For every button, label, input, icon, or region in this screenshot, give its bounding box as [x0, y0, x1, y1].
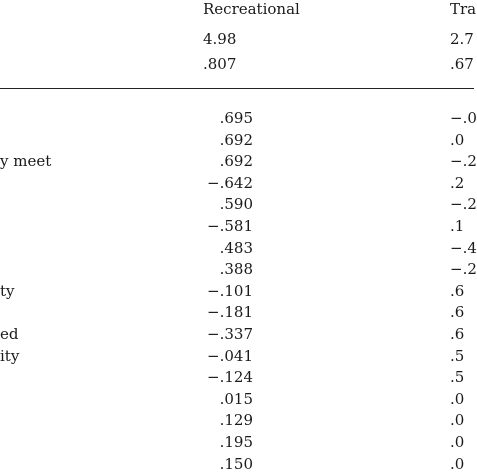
- cell-recreational: .150: [219, 455, 253, 473]
- cell-tra: .5: [450, 347, 465, 365]
- summary-row-1-tra: 2.7: [450, 30, 474, 48]
- cell-recreational: .692: [219, 152, 253, 170]
- cell-tra: −.0: [450, 109, 477, 127]
- cell-recreational: −.124: [207, 368, 253, 386]
- cell-recreational: .692: [219, 131, 253, 149]
- row-label: ty: [0, 282, 15, 300]
- cell-recreational: −.581: [207, 217, 253, 235]
- cell-recreational: .695: [219, 109, 253, 127]
- summary-row-1-recreational: 4.98: [203, 30, 237, 48]
- cell-tra: −.4: [450, 239, 477, 257]
- cell-tra: −.2: [450, 152, 477, 170]
- cell-tra: .5: [450, 368, 465, 386]
- cell-tra: .0: [450, 455, 465, 473]
- cell-recreational: −.041: [207, 347, 253, 365]
- cell-tra: .0: [450, 433, 465, 451]
- cell-tra: .0: [450, 411, 465, 429]
- cell-tra: −.2: [450, 195, 477, 213]
- cell-tra: .1: [450, 217, 465, 235]
- cell-tra: −.2: [450, 260, 477, 278]
- cell-tra: .6: [450, 282, 465, 300]
- row-label: ity: [0, 347, 20, 365]
- cell-recreational: .388: [219, 260, 253, 278]
- column-header-recreational: Recreational: [203, 0, 300, 18]
- cell-recreational: −.181: [207, 303, 253, 321]
- table-rule: [0, 88, 474, 89]
- summary-row-2-recreational: .807: [203, 55, 237, 73]
- cell-recreational: .129: [219, 411, 253, 429]
- cell-recreational: −.337: [207, 325, 253, 343]
- cell-tra: .0: [450, 131, 465, 149]
- cell-tra: .0: [450, 390, 465, 408]
- cell-recreational: .590: [219, 195, 253, 213]
- cell-recreational: −.101: [207, 282, 253, 300]
- cell-recreational: .015: [219, 390, 253, 408]
- summary-row-2-tra: .67: [450, 55, 474, 73]
- row-label: y meet: [0, 152, 52, 170]
- cell-tra: .2: [450, 174, 465, 192]
- cell-tra: .6: [450, 325, 465, 343]
- column-header-tra: Tra: [450, 0, 477, 18]
- cell-tra: .6: [450, 303, 465, 321]
- cell-recreational: .195: [219, 433, 253, 451]
- cell-recreational: .483: [219, 239, 253, 257]
- cell-recreational: −.642: [207, 174, 253, 192]
- row-label: ed: [0, 325, 19, 343]
